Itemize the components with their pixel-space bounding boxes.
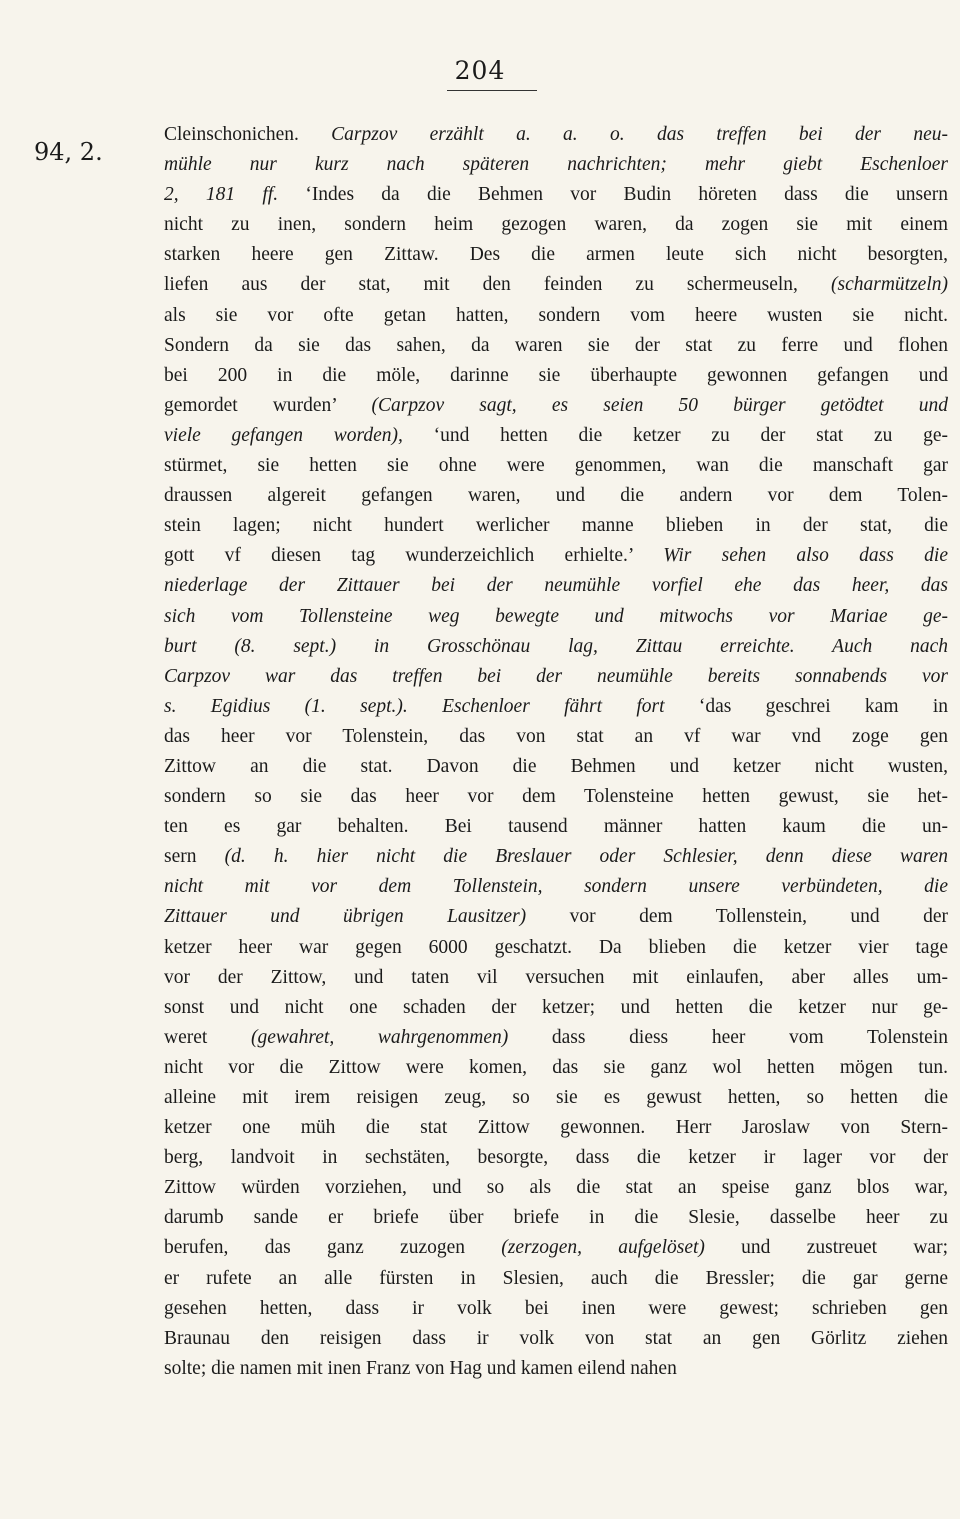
text-line: Zittow an die stat. Davon die Behmen und ketzer nicht wusten, — [164, 755, 948, 777]
text-line: Carpzov war das treffen bei der neumühle bereits sonnabends vor — [164, 665, 948, 687]
text-line: liefen aus der stat, mit den feinden zu schermeuseln, (scharmützeln) — [164, 274, 948, 296]
text-line: 2, 181 ff. ‘Indes da die Behmen vor Budin höreten dass die unsern — [164, 184, 948, 206]
text-line: mühle nur kurz nach späteren nachrichten; mehr giebt Eschenloer — [164, 154, 948, 176]
text-line: ketzer one müh die stat Zittow gewonnen. Herr Jaroslaw von Stern- — [164, 1117, 948, 1139]
text-line: sern (d. h. hier nicht die Breslauer oder Schlesier, denn diese waren — [164, 846, 948, 868]
text-line: draussen algereit gefangen waren, und die andern vor dem Tolen- — [164, 485, 948, 507]
text-line: Cleinschonichen. Carpzov erzählt a. a. o. das treffen bei der neu- — [164, 124, 948, 145]
text-line: alleine mit irem reisigen zeug, so sie es gewust hetten, so hetten die — [164, 1087, 948, 1108]
text-line: ketzer heer war gegen 6000 geschatzt. Da blieben die ketzer vier tage — [164, 936, 948, 958]
text-line: stürmet, sie hetten sie ohne were genommen, wan die manschaft gar — [164, 455, 948, 477]
text-line: das heer vor Tolenstein, das von stat an vf war vnd zoge gen — [164, 725, 948, 747]
text-line: berg, landvoit in sechstäten, besorgte, dass die ketzer ir lager vor der — [164, 1147, 948, 1169]
text-line: stein lagen; nicht hundert werlicher manne blieben in der stat, die — [164, 515, 948, 537]
text-line: Zittauer und übrigen Lausitzer) vor dem Tollenstein, und der — [164, 906, 949, 928]
text-line: weret (gewahret, wahrgenommen) dass diess heer vom Tolenstein — [164, 1026, 948, 1048]
text-line: sich vom Tollensteine weg bewegte und mitwochs vor Mariae ge- — [164, 605, 948, 627]
text-line: sondern so sie das heer vor dem Tolensteine hetten gewust, sie het- — [164, 786, 948, 808]
text-line: starken heere gen Zittaw. Des die armen leute sich nicht besorgten, — [164, 244, 948, 266]
page-number-rule — [447, 90, 537, 91]
text-line: gesehen hetten, dass ir volk bei inen were gewest; schrieben gen — [164, 1297, 948, 1319]
body-text — [164, 120, 948, 1384]
text-line: darumb sande er briefe über briefe in die Slesie, dasselbe heer zu — [164, 1207, 948, 1229]
text-line: gott vf diesen tag wunderzeichlich erhielte.’ Wir sehen also dass die — [164, 545, 948, 567]
text-line: vor der Zittow, und taten vil versuchen mit einlaufen, aber alles um- — [164, 966, 948, 988]
page-number: 204 — [454, 56, 506, 85]
text-line: viele gefangen worden), ‘und hetten die ketzer zu der stat zu ge- — [164, 424, 948, 446]
text-line: burt (8. sept.) in Grosschönau lag, Zittau erreichte. Auch nach — [164, 635, 948, 657]
text-line: gemordet wurden’ (Carpzov sagt, es seien 50 bürger getödtet und — [164, 394, 948, 416]
text-line: berufen, das ganz zuzogen (zerzogen, aufgelöset) und zustreuet war; — [164, 1237, 948, 1259]
text-line: niederlage der Zittauer bei der neumühle vorfiel ehe das heer, das — [164, 575, 948, 597]
text-line: bei 200 in die möle, darinne sie überhaupte gewonnen gefangen und — [164, 364, 948, 386]
text-line: solte; die namen mit inen Franz von Hag und kamen eilend nahen — [164, 1357, 677, 1379]
text-line: Braunau den reisigen dass ir volk von stat an gen Görlitz ziehen — [164, 1327, 948, 1349]
text-line: Sondern da sie das sahen, da waren sie der stat zu ferre und flohen — [164, 334, 948, 356]
text-line: nicht vor die Zittow were komen, das sie ganz wol hetten mögen tun. — [164, 1056, 948, 1078]
text-line: als sie vor ofte getan hatten, sondern vom heere wusten sie nicht. — [164, 304, 948, 326]
text-line: nicht mit vor dem Tollenstein, sondern unsere verbündeten, die — [164, 876, 948, 898]
text-line: er rufete an alle fürsten in Slesien, auch die Bressler; die gar gerne — [164, 1267, 948, 1289]
text-line: nicht zu inen, sondern heim gezogen waren, da zogen sie mit einem — [164, 214, 948, 236]
text-line: Zittow würden vorziehen, und so als die stat an speise ganz blos war, — [164, 1177, 948, 1199]
text-line: sonst und nicht one schaden der ketzer; und hetten die ketzer nur ge- — [164, 996, 948, 1018]
margin-reference: 94, 2. — [34, 138, 103, 166]
text-line: ten es gar behalten. Bei tausend männer hatten kaum die un- — [164, 816, 948, 838]
text-line: s. Egidius (1. sept.). Eschenloer fährt fort ‘das geschrei kam in — [164, 695, 948, 717]
